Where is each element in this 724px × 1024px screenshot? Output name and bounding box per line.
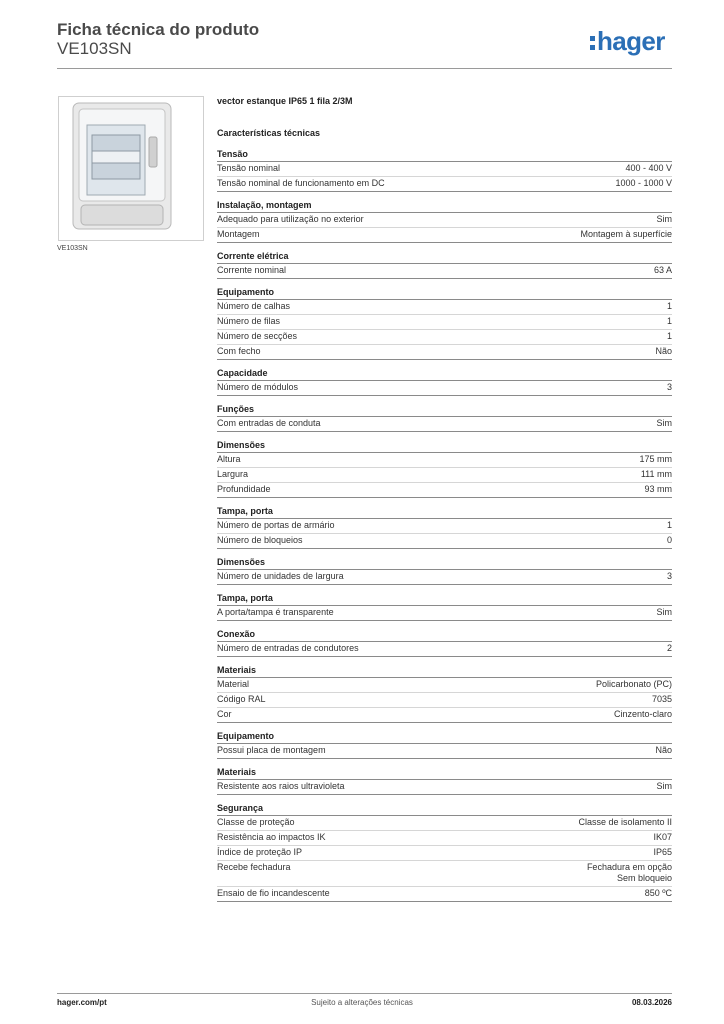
- spec-sheet: [217, 95, 672, 902]
- spec-row: [217, 228, 672, 243]
- spec-label: Altura: [217, 454, 241, 464]
- spec-row: [217, 315, 672, 330]
- spec-label: Material: [217, 679, 250, 689]
- spec-row: [217, 162, 672, 177]
- footer-notice: Sujeito a alterações técnicas: [311, 998, 413, 1007]
- spec-label: Adequado para utilização no exterior: [217, 214, 364, 224]
- spec-label: Número de calhas: [217, 301, 291, 311]
- spec-value: Cinzento-claro: [613, 709, 672, 719]
- spec-label: Número de unidades de largura: [217, 571, 344, 581]
- spec-section: [217, 148, 672, 192]
- spec-row: [217, 300, 672, 315]
- spec-value: 111 mm: [640, 469, 672, 479]
- spec-value: 63 A: [653, 265, 672, 275]
- spec-label: Possui placa de montagem: [217, 745, 326, 755]
- hager-logo[interactable]: [590, 27, 665, 55]
- spec-value: IK07: [653, 832, 672, 842]
- spec-row: [217, 519, 672, 534]
- footer-date: 08.03.2026: [631, 998, 672, 1007]
- spec-value: Fechadura em opção Sem bloqueio: [586, 862, 672, 883]
- spec-value: Não: [655, 346, 672, 356]
- spec-section: [217, 556, 672, 585]
- section-title: Equipamento: [217, 286, 672, 300]
- section-title: Tensão: [217, 148, 672, 162]
- spec-label: Com entradas de conduta: [217, 418, 321, 428]
- spec-section: [217, 802, 672, 902]
- spec-label: Tensão nominal de funcionamento em DC: [217, 178, 385, 188]
- spec-row: [217, 177, 672, 192]
- spec-row: [217, 468, 672, 483]
- section-title: Equipamento: [217, 730, 672, 744]
- spec-value: Classe de isolamento II: [578, 817, 672, 827]
- product-reference: VE103SN: [57, 39, 132, 58]
- footer-website-link[interactable]: hager.com/pt: [57, 998, 107, 1007]
- section-title: Capacidade: [217, 367, 672, 381]
- page-title: Ficha técnica do produto: [57, 20, 260, 39]
- spec-section: [217, 628, 672, 657]
- spec-value: 400 - 400 V: [625, 163, 672, 173]
- spec-value: 1: [666, 520, 672, 530]
- section-title: Dimensões: [217, 556, 672, 570]
- spec-label: Resistência ao impactos IK: [217, 832, 326, 842]
- spec-section: [217, 730, 672, 759]
- spec-value: Sim: [656, 214, 672, 224]
- spec-label: Número de bloqueios: [217, 535, 303, 545]
- spec-row: [217, 816, 672, 831]
- spec-label: Resistente aos raios ultravioleta: [217, 781, 345, 791]
- footer-divider: [57, 993, 672, 994]
- spec-label: Recebe fechadura: [217, 862, 291, 872]
- spec-value: 1: [666, 301, 672, 311]
- spec-section: [217, 592, 672, 621]
- spec-value: 3: [666, 382, 672, 392]
- section-title: Corrente elétrica: [217, 250, 672, 264]
- spec-label: Número de secções: [217, 331, 298, 341]
- section-title: Materiais: [217, 664, 672, 678]
- spec-value: 93 mm: [644, 484, 672, 494]
- spec-row: [217, 330, 672, 345]
- spec-sections: [217, 148, 672, 902]
- spec-value: 2: [666, 643, 672, 653]
- spec-section: [217, 367, 672, 396]
- spec-label: Com fecho: [217, 346, 261, 356]
- spec-row: [217, 708, 672, 723]
- tech-specs-title: Características técnicas: [217, 128, 321, 138]
- spec-label: Classe de proteção: [217, 817, 295, 827]
- product-image: [58, 96, 204, 241]
- section-title: Segurança: [217, 802, 672, 816]
- spec-label: Montagem: [217, 229, 260, 239]
- spec-value: Sim: [656, 781, 672, 791]
- spec-row: [217, 846, 672, 861]
- image-caption: VE103SN: [57, 245, 88, 252]
- spec-row: [217, 678, 672, 693]
- section-title: Instalação, montagem: [217, 199, 672, 213]
- spec-section: [217, 664, 672, 723]
- product-description: vector estanque IP65 1 fila 2/3M: [217, 96, 353, 106]
- spec-row: [217, 887, 672, 902]
- spec-value: 175 mm: [639, 454, 672, 464]
- spec-label: Número de portas de armário: [217, 520, 335, 530]
- spec-row: [217, 345, 672, 360]
- spec-row: [217, 417, 672, 432]
- spec-value: 3: [666, 571, 672, 581]
- spec-value: IP65: [653, 847, 672, 857]
- section-title: Dimensões: [217, 439, 672, 453]
- spec-section: [217, 199, 672, 243]
- spec-row: [217, 831, 672, 846]
- spec-value: 1: [666, 331, 672, 341]
- spec-value: Montagem à superfície: [580, 229, 672, 239]
- spec-section: [217, 439, 672, 498]
- spec-section: [217, 505, 672, 549]
- spec-label: Largura: [217, 469, 249, 479]
- logo-dots-icon: [590, 36, 595, 50]
- spec-row: [217, 264, 672, 279]
- section-title: Conexão: [217, 628, 672, 642]
- spec-row: [217, 693, 672, 708]
- section-title: Tampa, porta: [217, 505, 672, 519]
- spec-section: [217, 286, 672, 360]
- spec-value: 1000 - 1000 V: [615, 178, 672, 188]
- spec-label: Código RAL: [217, 694, 266, 704]
- spec-label: Profundidade: [217, 484, 271, 494]
- section-title: Tampa, porta: [217, 592, 672, 606]
- spec-label: Número de filas: [217, 316, 281, 326]
- spec-value: 1: [666, 316, 672, 326]
- spec-value: Sim: [656, 607, 672, 617]
- spec-label: Número de entradas de condutores: [217, 643, 359, 653]
- section-title: Funções: [217, 403, 672, 417]
- spec-row: [217, 642, 672, 657]
- spec-value: Sim: [656, 418, 672, 428]
- spec-row: [217, 453, 672, 468]
- spec-section: [217, 250, 672, 279]
- spec-value: Policarbonato (PC): [595, 679, 672, 689]
- logo-wordmark: hager: [597, 26, 665, 56]
- spec-row: [217, 861, 672, 887]
- spec-row: [217, 744, 672, 759]
- spec-row: [217, 534, 672, 549]
- spec-row: [217, 606, 672, 621]
- header-divider: [57, 68, 672, 69]
- spec-row: [217, 381, 672, 396]
- spec-label: A porta/tampa é transparente: [217, 607, 334, 617]
- spec-row: [217, 780, 672, 795]
- spec-section: [217, 766, 672, 795]
- spec-value: 0: [666, 535, 672, 545]
- spec-label: Ensaio de fio incandescente: [217, 888, 330, 898]
- spec-row: [217, 570, 672, 585]
- spec-value: 7035: [651, 694, 672, 704]
- spec-label: Tensão nominal: [217, 163, 281, 173]
- spec-section: [217, 403, 672, 432]
- spec-row: [217, 213, 672, 228]
- spec-row: [217, 483, 672, 498]
- spec-label: Cor: [217, 709, 232, 719]
- spec-value: Não: [655, 745, 672, 755]
- spec-label: Número de módulos: [217, 382, 299, 392]
- section-title: Materiais: [217, 766, 672, 780]
- spec-label: Corrente nominal: [217, 265, 287, 275]
- spec-value: 850 ºC: [644, 888, 672, 898]
- spec-label: Índice de proteção IP: [217, 847, 303, 857]
